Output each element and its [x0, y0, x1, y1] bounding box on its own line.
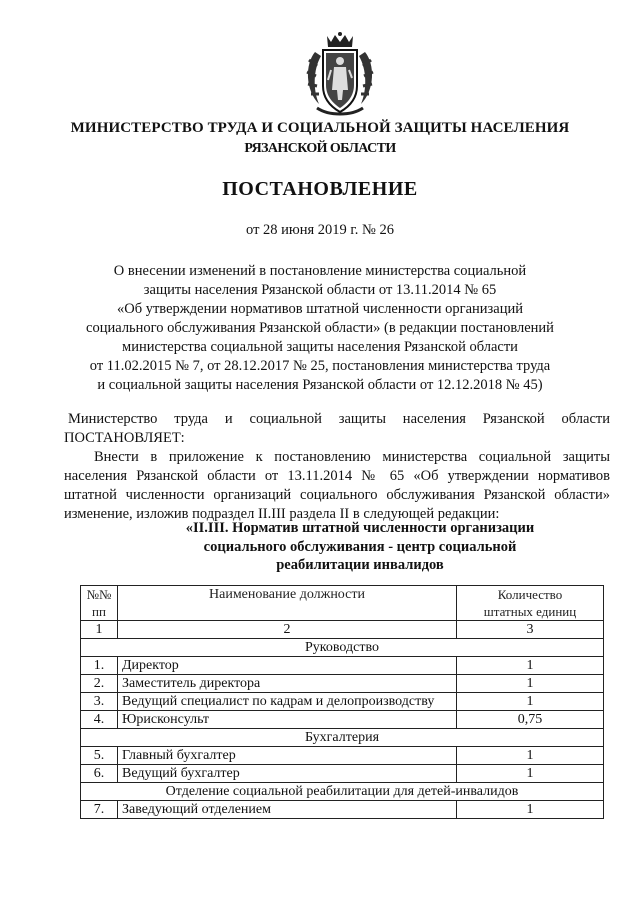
section-title-line: реабилитации инвалидов — [276, 557, 444, 573]
header-position-cell: Наименование должности — [118, 586, 457, 621]
row-number: 1. — [81, 657, 118, 675]
row-number: 7. — [81, 801, 118, 819]
column-number-row — [81, 621, 604, 639]
header-number-cell — [81, 586, 118, 621]
row-position: Директор — [118, 657, 457, 675]
row-quantity: 1 — [457, 747, 604, 765]
table-row — [81, 675, 604, 693]
coat-of-arms-emblem — [295, 30, 385, 120]
header-quantity-label: Количество — [497, 587, 563, 602]
row-position: Юрисконсульт — [118, 711, 457, 729]
section-title-line: «II.III. Норматив штатной численности организации — [185, 520, 535, 536]
subject-line: и социальной защиты населения Рязанской области от 12.12.2018 № 45) — [97, 377, 543, 393]
subject-line: «Об утверждении нормативов штатной численности организаций — [117, 301, 523, 317]
group-row-accounting — [81, 729, 604, 747]
group-row-management — [81, 639, 604, 657]
document-type-title: ПОСТАНОВЛЕНИЕ — [222, 178, 418, 200]
row-quantity: 1 — [457, 675, 604, 693]
row-quantity: 1 — [457, 657, 604, 675]
header-number-label: пп — [92, 604, 106, 619]
resolution-paragraph-1 — [64, 410, 610, 448]
row-number: 6. — [81, 765, 118, 783]
section-title — [150, 519, 570, 575]
staffing-table — [80, 585, 604, 819]
group-row-rehab-children — [81, 783, 604, 801]
ministry-name-line1: МИНИСТЕРСТВО ТРУДА И СОЦИАЛЬНОЙ ЗАЩИТЫ НАСЕЛЕНИЯ — [70, 120, 570, 136]
row-quantity: 1 — [457, 765, 604, 783]
header-quantity-cell — [457, 586, 604, 621]
column-number-cell: 1 — [81, 621, 118, 639]
header-number-label: №№ — [86, 587, 112, 602]
row-number: 3. — [81, 693, 118, 711]
table-header-row — [81, 586, 604, 621]
header-quantity-label: штатных единиц — [483, 604, 577, 619]
row-number: 4. — [81, 711, 118, 729]
table-row — [81, 747, 604, 765]
row-position: Заведующий отделением — [118, 801, 457, 819]
paragraph-line: ПОСТАНОВЛЯЕТ: — [64, 430, 185, 446]
column-number-cell: 2 — [118, 621, 457, 639]
section-title-line: социального обслуживания - центр социальной — [203, 538, 517, 555]
row-position: Ведущий специалист по кадрам и делопроизводству — [118, 693, 457, 711]
group-label: Отделение социальной реабилитации для детей-инвалидов — [81, 783, 604, 801]
paragraph-line: Министерство труда и социальной защиты населения Рязанской области — [68, 411, 610, 427]
row-number: 2. — [81, 675, 118, 693]
table-row — [81, 711, 604, 729]
document-subject — [60, 262, 580, 395]
row-quantity: 1 — [457, 801, 604, 819]
group-label: Руководство — [81, 639, 604, 657]
subject-line: от 11.02.2015 № 7, от 28.12.2017 № 25, постановления министерства труда — [89, 358, 551, 374]
table-row — [81, 693, 604, 711]
group-label: Бухгалтерия — [81, 729, 604, 747]
column-number-cell: 3 — [457, 621, 604, 639]
subject-line: социального обслуживания Рязанской области» (в редакции постановлений — [86, 320, 554, 336]
subject-line: защиты населения Рязанской области от 13.11.2014 № 65 — [143, 282, 497, 298]
row-position: Ведущий бухгалтер — [118, 765, 457, 783]
paragraph-text: Внести в приложение к постановлению министерства социальной защиты населения Рязанской области от 13.11.2014 № 65 «Об утверждении нормативов штатной численности организаций социального обслуживания Рязанской области» изменение, изложив подраздел II.III раздела II в следующей редакции: — [64, 449, 610, 522]
resolution-paragraph-2 — [64, 448, 610, 524]
table-row — [81, 801, 604, 819]
subject-line: министерства социальной защиты населения Рязанской области — [122, 339, 518, 355]
row-quantity: 0,75 — [457, 711, 604, 729]
ministry-name-line2: РЯЗАНСКОЙ ОБЛАСТИ — [244, 141, 396, 156]
subject-line: О внесении изменений в постановление министерства социальной — [113, 263, 527, 279]
row-quantity: 1 — [457, 693, 604, 711]
row-position: Заместитель директора — [118, 675, 457, 693]
table-row — [81, 765, 604, 783]
table-row — [81, 657, 604, 675]
row-number: 5. — [81, 747, 118, 765]
document-date-number: от 28 июня 2019 г. № 26 — [246, 222, 394, 238]
row-position: Главный бухгалтер — [118, 747, 457, 765]
